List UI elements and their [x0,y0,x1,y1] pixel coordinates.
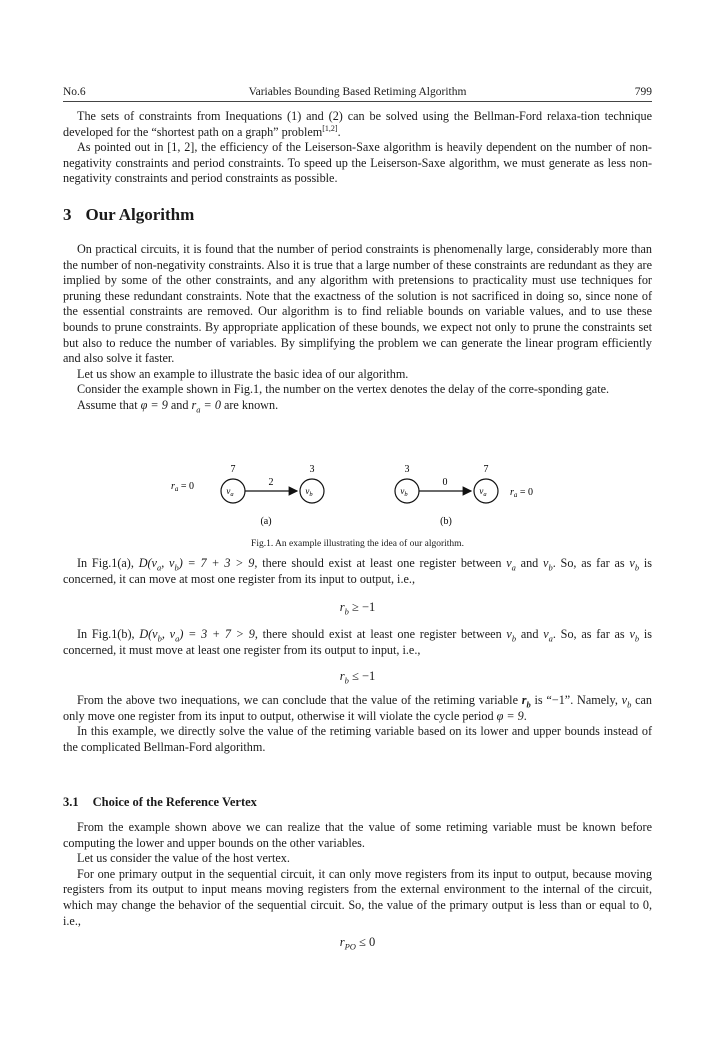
intro-paragraph-2: As pointed out in [1, 2], the efficiency of the Leiserson-Saxe algorithm is heavily dependent on the number of non-negativity constraints and period constraints. To speed up the Leiserson-Saxe algorithm, we must generate as less non-negativity constraints and period constraints as possible. [63,140,652,186]
analysis-a-block [63,556,652,587]
issue-number: No.6 [63,86,86,98]
delay-va-a: 7 [230,464,236,475]
running-title: Variables Bounding Based Retiming Algorithm [248,86,467,98]
section-heading [63,205,194,225]
intro-paragraph-1: The sets of constraints from Inequations (1) and (2) can be solved using the Bellman-Ford relaxa-tion technique developed for the “shortest path on a graph” problem[1,2]. [63,109,652,139]
vertex-vb-a-label: $v_b$ [305,486,313,498]
analysis-paragraph-b: In Fig.1(b), $D(v_b$, $v_a) = 3 + 7 > 9$, there should exist at least one register between $v_b$ and $v_a$. So, as far as $v_b$ is concerned, it must move at least one register from its output to input, i.e., [63,627,652,657]
analysis-paragraph-d: In this example, we directly solve the value of the retiming variable based on its lower and upper bounds instead of the complicated Bellman-Ford algorithm. [63,724,652,754]
analysis-paragraph-c: From the above two inequations, we can conclude that the value of the retiming variable $r_b$ is “−1”. Namely, $v_b$ can only move one register from its input to output, otherwise it will violate the cycle period φ = 9. [63,693,652,723]
section-number: 3 [63,205,72,224]
running-header [63,86,652,100]
analysis-b-block [63,627,652,658]
figure-1a [171,464,324,527]
equation-rpo: $r_{PO} \le 0$ [339,935,376,952]
subsection-heading [63,795,257,810]
section3-block [63,242,652,414]
delay-va-b: 7 [483,464,489,475]
delay-vb-b: 3 [404,464,410,475]
ra-label-a: $r_a = 0$ [171,481,195,493]
citation: [1,2] [322,123,338,133]
section31-paragraph-1: From the example shown above we can realize that the value of some retiming variable must be known before computing the lower and upper bounds on the other variables. [63,820,652,850]
section3-paragraph-1: On practical circuits, it is found that the number of period constraints is phenomenally large, considerably more than the number of non-negativity constraints. Also it is true that a large number of these constraints are redundant as they are implied by some of the other constraints, and any algorithm with pretensions to practicality must use techniques for pruning these redundant constraints. Note that the exactness of the solution is not sacrificed in doing so, since none of the essential constraints are removed. Our algorithm is to find reliable bounds on variable values, and to use these bounds to prune constraints. By appropriate application of these bounds, we expect not only to prune the constraints set but also to reduce the number of variables. By simplifying the problem we can generate the linear program efficiently and also solve it faster. [63,242,653,366]
equation-rb-ge: $r_b \ge -1$ [339,600,376,617]
header-rule [63,101,652,102]
section31-paragraph-2: Let us consider the value of the host vertex. [77,851,290,866]
vertex-va-a-label: $v_a$ [226,486,234,498]
subsection-number: 3.1 [63,795,79,809]
analysis-paragraph-a: In Fig.1(a), $D(v_a$, $v_b) = 7 + 3 > 9$, there should exist at least one register between $v_a$ and $v_b$. So, as far as $v_b$ is concerned, it can move at most one register from its input to output, i.e., [63,556,653,586]
analysis-c-block [63,693,652,755]
section31-block [63,820,652,929]
intro-block [63,109,652,187]
edge-weight-b: 0 [442,477,448,488]
subfigure-label-a: (a) [260,516,272,527]
section3-paragraph-4: Assume that φ = 9 and $r_a = 0$ are known. [77,397,279,415]
ra-label-b: $r_a = 0$ [510,487,534,499]
subsection-title: Choice of the Reference Vertex [92,795,257,809]
section31-paragraph-3: For one primary output in the sequential circuit, it can only move registers from its input to output, because moving registers from its output to input means moving registers from the external environment to the internal of the circuit, which may change the behavior of the sequential circuit. So, the value of the primary output is less than or equal to 0, i.e., [63,866,652,928]
vertex-vb-b-label: $v_b$ [400,486,408,498]
figure-caption: Fig.1. An example illustrating the idea of our algorithm. [251,539,464,549]
vertex-va-b-label: $v_a$ [479,486,487,498]
figure-1 [63,458,652,530]
section3-paragraph-2: Let us show an example to illustrate the basic idea of our algorithm. [77,366,409,381]
section3-paragraph-3: Consider the example shown in Fig.1, the number on the vertex denotes the delay of the corre-sponding gate. [77,382,610,397]
equation-rb-le: $r_b \le -1$ [339,669,376,686]
page-number: 799 [634,86,652,98]
edge-weight-a: 2 [268,477,274,488]
delay-vb-a: 3 [309,464,315,475]
subfigure-label-b: (b) [440,516,452,527]
section-title: Our Algorithm [85,205,195,224]
figure-1b [395,464,533,527]
